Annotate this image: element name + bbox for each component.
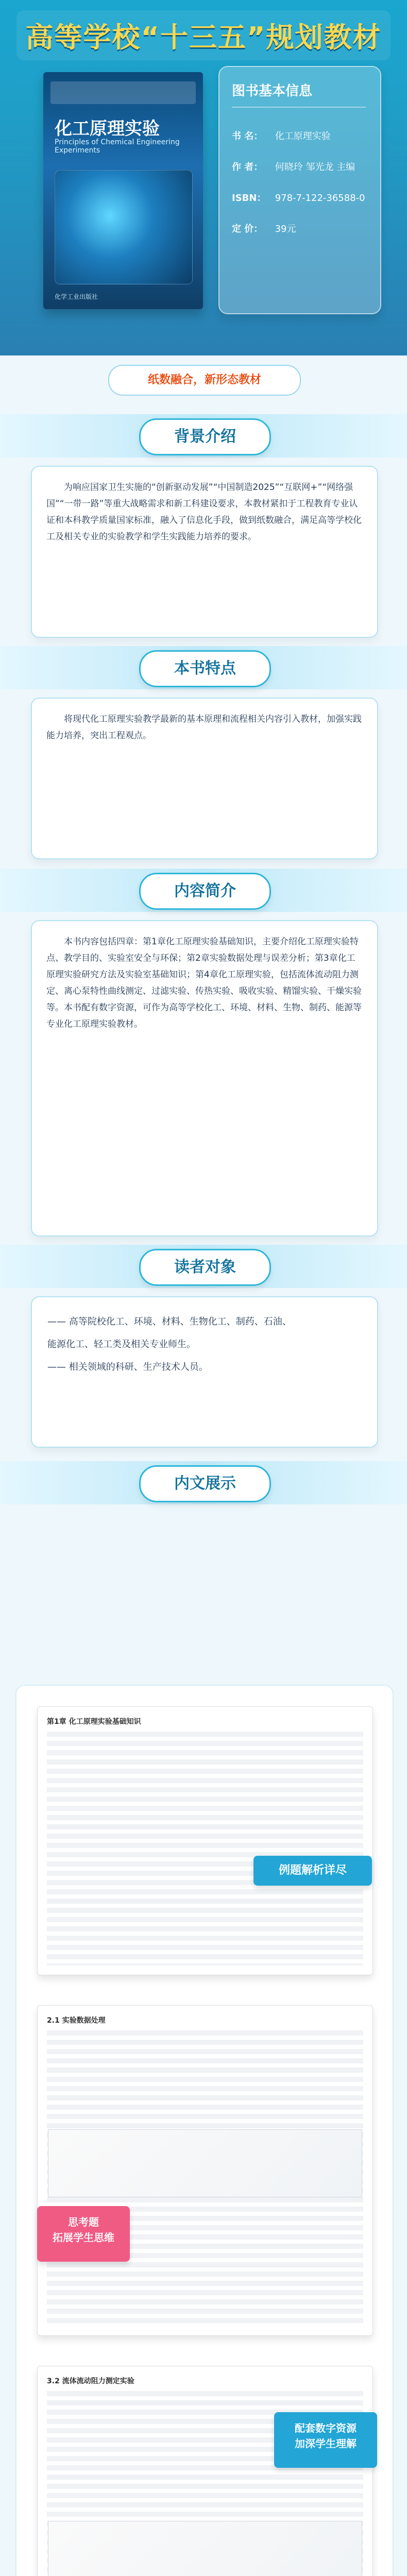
label-value: 978-7-122-36588-0 [275,193,365,204]
preview-page-3-title: 3.2 流体流动阻力测定实验 [47,2377,134,2385]
book-info-row-isbn [232,191,371,204]
callout-example-detail: 例题解析详尽 [253,1856,372,1886]
cover-title: 化工原理实验 [55,118,160,139]
hero-title [0,10,407,60]
label-key: ISBN： [232,193,266,204]
features-text: 将现代化工原理实验教学最新的基本原理和流程相关内容引入教材，加强实践能力培养，突出工程观点。 [46,714,362,741]
summary-panel [31,920,378,1236]
readers-panel [31,1296,378,1448]
preview-figure-1 [48,2129,362,2197]
preview-page-1-title: 第1章 化工原理实验基础知识 [47,1718,141,1726]
section-title-preview: 内文展示 [139,1465,271,1502]
section-title-background: 背景介绍 [139,418,271,455]
cover-publisher: 化学工业出版社 [55,293,98,300]
cover-artwork [55,170,193,284]
section-title-readers: 读者对象 [139,1249,271,1286]
readers-line-3: —— 相关领域的科研、生产技术人员。 [47,1362,208,1372]
cover-subtitle: Principles of Chemical Engineering Experiments [55,138,180,155]
cover-top-band [50,81,196,104]
background-text-wrap [32,467,377,557]
features-text-wrap [32,699,377,756]
book-info-row-price [232,222,371,235]
hero-title-text: 高等学校“十三五”规划教材 [16,10,391,60]
book-info-row-author [232,160,371,173]
label-key: 定 价： [232,224,263,234]
book-cover-image [43,72,203,309]
preview-page-2-title: 2.1 实验数据处理 [47,2016,106,2025]
preview-page-1-lines [47,1732,363,1965]
readers-line-1: —— 高等院校化工、环境、材料、生物化工、制药、石油、 [47,1316,292,1327]
background-panel [31,466,378,638]
label-value: 39元 [275,224,296,234]
label-value: 化工原理实验 [275,131,331,142]
label-key: 作 者： [232,162,263,173]
preview-area [15,1685,394,2576]
label-value: 何晓玲 邹光龙 主编 [275,162,355,173]
tagline-pill: 纸数融合，新形态教材 [108,365,301,396]
preview-page-2 [37,2005,373,2336]
section-title-features: 本书特点 [139,650,271,687]
preview-page-3 [37,2366,373,2576]
background-text: 为响应国家卫生实施的“创新驱动发展”“中国制造2025”“互联网+”“网络强国”“一带一路”等重大战略需求和新工科建设要求，本教材紧扣于工程教育专业认证和本科教学质量国家标准，融入了信息化手段，做到纸数融合，满足高等学校化工及相关专业的实验教学和学生实践能力培养的要求。 [46,482,362,542]
summary-text: 本书内容包括四章：第1章化工原理实验基础知识，主要介绍化工原理实验特点、教学目的、实验室安全与环保；第2章实验数据处理与误差分析；第3章化工原理实验研究方法及实验室基础知识；第4章化工原理实验，包括流体流动阻力测定、离心泵特性曲线测定、过滤实验、传热实验、吸收实验、精馏实验、干燥实验等。本书配有数字资源，可作为高等学校化工、环境、材料、生物、制药、能源等专业化工原理实验教材。 [46,937,362,1029]
book-info-row-title [232,129,371,142]
book-info-title: 图书基本信息 [232,80,366,108]
label-key: 书 名： [232,131,263,142]
readers-line-2: 能源化工、轻工类及相关专业师生。 [47,1339,196,1350]
readers-text-wrap [32,1297,377,1392]
preview-figure-2 [48,2521,362,2576]
section-title-summary: 内容简介 [139,873,271,910]
preview-page-1 [37,1706,373,1975]
summary-text-wrap [32,921,377,1045]
callout-digital-resources: 配套数字资源 加深学生理解 [274,2412,377,2468]
features-panel [31,698,378,859]
callout-thinking-questions: 思考题 拓展学生思维 [37,2206,130,2262]
